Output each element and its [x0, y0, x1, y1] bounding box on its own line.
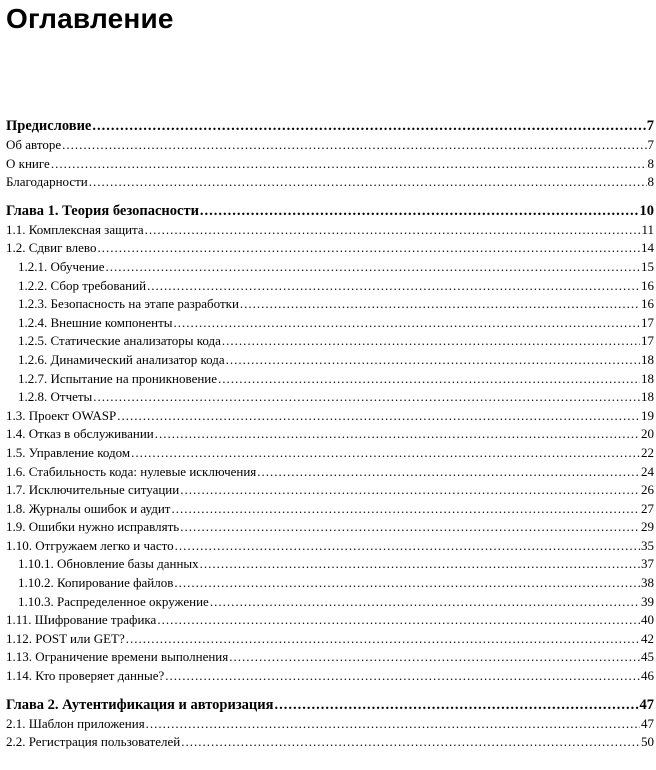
toc-entry[interactable]	[6, 630, 654, 649]
toc-dot-leader	[218, 370, 640, 389]
toc-entry[interactable]	[6, 370, 654, 389]
toc-entry[interactable]	[6, 407, 654, 426]
toc-page-number: 50	[641, 734, 654, 750]
toc-entry[interactable]	[6, 173, 654, 192]
toc-dot-leader	[181, 733, 640, 752]
toc-section	[6, 695, 654, 752]
toc-dot-leader	[222, 332, 640, 351]
toc-page-number: 29	[641, 519, 654, 535]
toc-dot-leader	[165, 667, 640, 686]
toc-entry-title: 2.1. Шаблон приложения	[6, 715, 145, 731]
toc-entry[interactable]	[6, 481, 654, 500]
toc-page-number: 15	[641, 258, 654, 274]
toc-entry-title: О книге	[6, 155, 50, 171]
toc-page-number: 20	[641, 426, 654, 442]
toc-entry-title: 1.8. Журналы ошибок и аудит	[6, 500, 171, 516]
toc-entry-title: 1.11. Шифрование трафика	[6, 612, 157, 628]
toc-entry-title: 1.13. Ограничение времени выполнения	[6, 649, 229, 665]
toc-entry-title: 1.2.4. Внешние компоненты	[18, 314, 173, 330]
page-title: Оглавление	[6, 3, 174, 34]
toc-entry[interactable]	[6, 425, 654, 444]
toc-entry-title: 1.5. Управление кодом	[6, 444, 131, 460]
toc-entry-title: 1.2. Сдвиг влево	[6, 240, 97, 256]
toc-entry-title: 1.2.2. Сбор требований	[18, 277, 147, 293]
toc-page-number: 16	[641, 277, 654, 293]
toc-dot-leader	[200, 201, 639, 221]
toc-page-number: 47	[641, 715, 654, 731]
toc-entry-title: 1.9. Ошибки нужно исправлять	[6, 519, 180, 535]
toc-dot-leader	[147, 277, 640, 296]
toc-dot-leader	[229, 648, 640, 667]
toc-dot-leader	[240, 295, 640, 314]
toc-entry[interactable]	[6, 667, 654, 686]
toc-page-number: 10	[639, 202, 654, 219]
toc-entry[interactable]	[6, 715, 654, 734]
toc-entry[interactable]	[6, 444, 654, 463]
toc-entry[interactable]	[6, 518, 654, 537]
toc-dot-leader	[98, 239, 641, 258]
toc-dot-leader	[274, 695, 638, 715]
toc-entry-title: Предисловие	[6, 118, 92, 134]
toc-page-number: 35	[641, 537, 654, 553]
toc-page-number: 7	[647, 137, 654, 152]
toc-page-number: 18	[641, 389, 654, 405]
toc-entry[interactable]	[6, 555, 654, 574]
toc-entry-title: 1.12. POST или GET?	[6, 630, 125, 646]
toc-entry[interactable]	[6, 574, 654, 593]
toc-entry-title: Глава 1. Теория безопасности	[6, 202, 199, 219]
toc-page-number: 38	[641, 575, 654, 591]
toc-page-number: 19	[641, 407, 654, 423]
toc-entry[interactable]	[6, 258, 654, 277]
toc-page-number: 45	[641, 649, 654, 665]
toc-dot-leader	[62, 136, 646, 155]
toc-entry[interactable]	[6, 221, 654, 240]
toc-entry[interactable]	[6, 314, 654, 333]
toc-dot-leader	[89, 173, 647, 192]
toc-entry-title: 1.1. Комплексная защита	[6, 221, 144, 237]
toc-page-number: 37	[641, 556, 654, 572]
toc-entry[interactable]	[6, 351, 654, 370]
toc-dot-leader	[93, 388, 640, 407]
toc-dot-leader	[106, 258, 641, 277]
toc-page-number: 17	[641, 333, 654, 349]
toc-dot-leader	[180, 481, 640, 500]
toc-entry-title: 1.7. Исключительные ситуации	[6, 482, 180, 498]
toc-dot-leader	[155, 425, 640, 444]
toc-dot-leader	[174, 574, 640, 593]
toc-dot-leader	[145, 221, 641, 240]
toc-chapter-entry[interactable]	[6, 695, 654, 715]
toc-entry[interactable]	[6, 611, 654, 630]
toc-dot-leader	[200, 555, 640, 574]
toc-entry[interactable]	[6, 332, 654, 351]
toc-entry[interactable]	[6, 239, 654, 258]
toc-section	[6, 201, 654, 686]
toc-entry[interactable]	[6, 155, 654, 174]
toc-dot-leader	[257, 463, 640, 482]
toc-entry-title: 1.10.3. Распределенное окружение	[18, 593, 209, 609]
toc-entry[interactable]	[6, 500, 654, 519]
toc-entry[interactable]	[6, 733, 654, 752]
toc-entry[interactable]	[6, 277, 654, 296]
toc-dot-leader	[126, 630, 640, 649]
toc-page-number: 46	[641, 668, 654, 684]
toc-entry-title: Глава 2. Аутентификация и авторизация	[6, 696, 274, 713]
toc-page-number: 39	[641, 593, 654, 609]
toc-entry[interactable]	[6, 463, 654, 482]
toc-entry-title: 1.14. Кто проверяет данные?	[6, 668, 165, 684]
toc-dot-leader	[174, 314, 640, 333]
toc-page-number: 47	[639, 696, 654, 713]
toc-entry-title: 1.4. Отказ в обслуживании	[6, 426, 154, 442]
toc-entry[interactable]	[6, 593, 654, 612]
toc-entry-title: 2.2. Регистрация пользователей	[6, 734, 181, 750]
table-of-contents	[6, 116, 654, 761]
toc-entry-title: 1.6. Стабильность кода: нулевые исключения	[6, 463, 257, 479]
toc-page-number: 8	[647, 155, 654, 171]
toc-chapter-entry[interactable]	[6, 116, 654, 136]
toc-entry[interactable]	[6, 136, 654, 155]
toc-page-number: 11	[641, 221, 654, 237]
toc-entry-title: Благодарности	[6, 174, 88, 190]
toc-page-number: 22	[641, 444, 654, 460]
toc-dot-leader	[146, 715, 640, 734]
toc-entry-title: 1.2.3. Безопасность на этапе разработки	[18, 296, 239, 312]
toc-dot-leader	[131, 444, 640, 463]
toc-section	[6, 116, 654, 192]
toc-page-number: 24	[641, 463, 654, 479]
toc-dot-leader	[157, 611, 640, 630]
toc-entry-title: 1.10.2. Копирование файлов	[18, 575, 174, 591]
toc-entry-title: 1.10. Отгружаем легко и часто	[6, 537, 174, 553]
toc-page-number: 16	[641, 296, 654, 312]
toc-entry-title: 1.2.6. Динамический анализатор кода	[18, 351, 225, 367]
toc-entry-title: Об авторе	[6, 137, 62, 152]
toc-page-number: 27	[641, 500, 654, 516]
toc-page-number: 7	[646, 118, 654, 134]
toc-entry[interactable]	[6, 388, 654, 407]
toc-page-number: 14	[641, 240, 654, 256]
toc-dot-leader	[51, 155, 647, 174]
toc-entry-title: 1.2.5. Статические анализаторы кода	[18, 333, 221, 349]
toc-page-number: 8	[647, 174, 654, 190]
toc-page-number: 42	[641, 630, 654, 646]
toc-entry-title: 1.2.1. Обучение	[18, 258, 105, 274]
toc-entry[interactable]	[6, 537, 654, 556]
toc-dot-leader	[171, 500, 640, 519]
toc-chapter-entry[interactable]	[6, 201, 654, 221]
toc-page-number: 40	[641, 612, 654, 628]
toc-dot-leader	[226, 351, 640, 370]
toc-entry-title: 1.2.7. Испытание на проникновение	[18, 370, 218, 386]
toc-entry[interactable]	[6, 295, 654, 314]
toc-entry-title: 1.3. Проект OWASP	[6, 407, 117, 423]
toc-dot-leader	[117, 407, 640, 426]
toc-dot-leader	[92, 116, 645, 136]
toc-entry[interactable]	[6, 648, 654, 667]
toc-page-number: 18	[641, 351, 654, 367]
toc-dot-leader	[210, 593, 640, 612]
toc-dot-leader	[180, 518, 640, 537]
toc-entry-title: 1.10.1. Обновление базы данных	[18, 556, 199, 572]
toc-page-number: 26	[641, 482, 654, 498]
toc-page-number: 18	[641, 370, 654, 386]
toc-page-number: 17	[641, 314, 654, 330]
toc-dot-leader	[175, 537, 640, 556]
toc-entry-title: 1.2.8. Отчеты	[18, 389, 93, 405]
